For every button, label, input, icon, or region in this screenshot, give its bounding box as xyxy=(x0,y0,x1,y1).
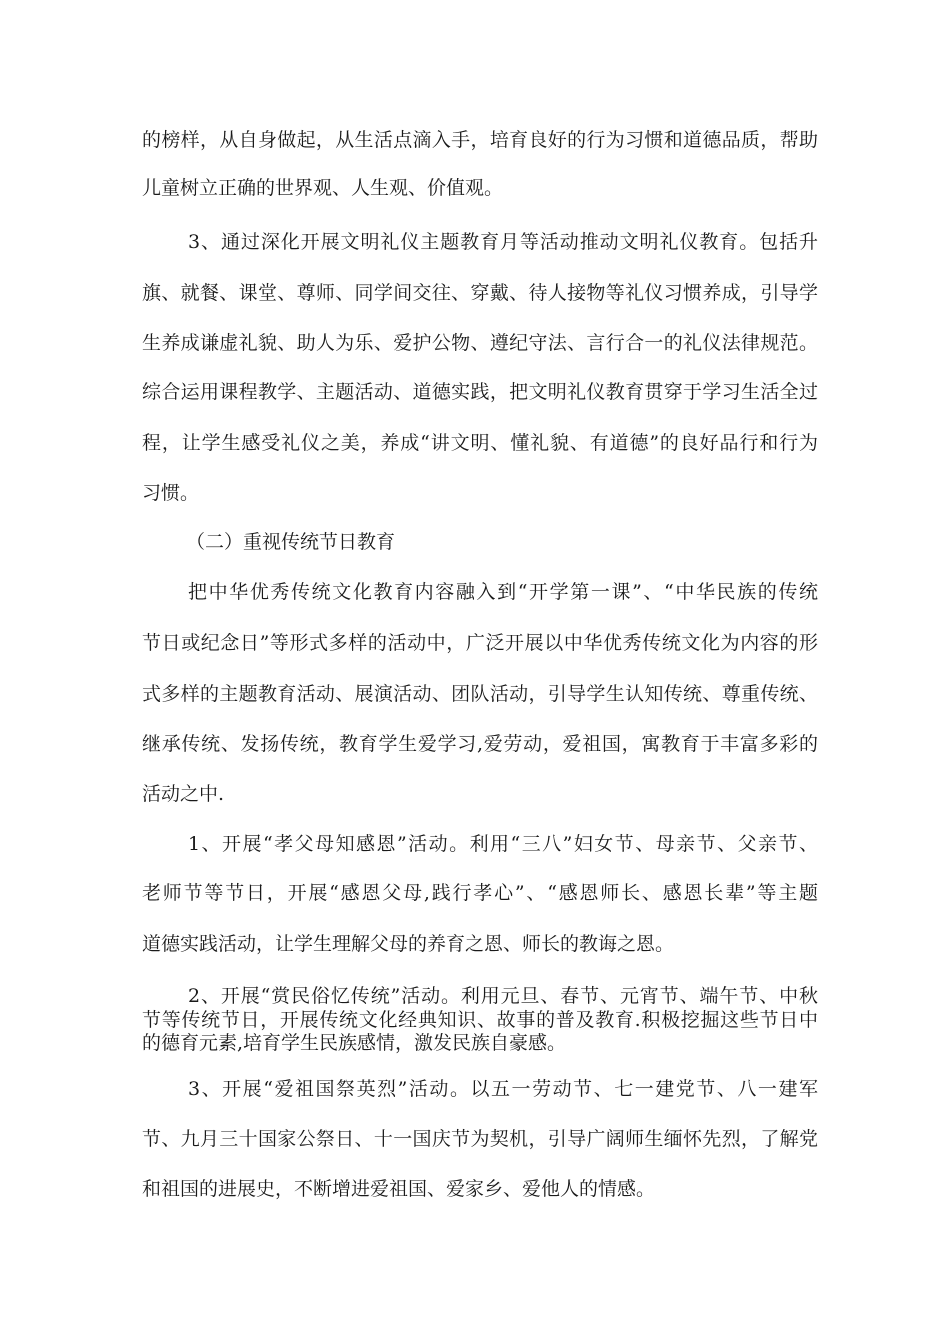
text-line: 综合运用课程教学、主题活动、道德实践，把文明礼仪教育贯穿于学习生活全过 xyxy=(142,381,818,403)
text-line: 道德实践活动，让学生理解父母的养育之恩、师长的教诲之恩。 xyxy=(142,933,675,955)
text-line: 把中华优秀传统文化教育内容融入到“开学第一课”、“中华民族的传统 xyxy=(188,581,818,603)
text-line: 的德育元素,培育学生民族感情，激发民族自豪感。 xyxy=(142,1032,567,1054)
text-line: 3、通过深化开展文明礼仪主题教育月等活动推动文明礼仪教育。包括升 xyxy=(188,231,818,253)
text-line: 3、开展“爱祖国祭英烈”活动。以五一劳动节、七一建党节、八一建军 xyxy=(188,1078,818,1100)
text-line: 的榜样，从自身做起，从生活点滴入手，培育良好的行为习惯和道德品质，帮助 xyxy=(142,129,818,151)
text-line: 活动之中. xyxy=(142,783,225,805)
text-line: 节等传统节日，开展传统文化经典知识、故事的普及教育.积极挖掘这些节日中 xyxy=(142,1009,818,1031)
section-heading: （二）重视传统节日教育 xyxy=(186,531,396,553)
text-line: 老师节等节日，开展“感恩父母,践行孝心”、“感恩师长、感恩长辈”等主题 xyxy=(142,882,818,904)
text-line: 1、开展“孝父母知感恩”活动。利用“三八”妇女节、母亲节、父亲节、 xyxy=(188,833,818,855)
text-line: 程，让学生感受礼仪之美，养成“讲文明、懂礼貌、有道德”的良好品行和行为 xyxy=(142,432,818,454)
text-line: 儿童树立正确的世界观、人生观、价值观。 xyxy=(142,177,504,199)
text-line: 节、九月三十国家公祭日、十一国庆节为契机，引导广阔师生缅怀先烈，了解党 xyxy=(142,1128,818,1150)
text-line: 继承传统、发扬传统，教育学生爱学习,爱劳动，爱祖国，寓教育于丰富多彩的 xyxy=(142,733,818,755)
text-line: 和祖国的进展史，不断增进爱祖国、爱家乡、爱他人的情感。 xyxy=(142,1178,656,1200)
text-line: 生养成谦虚礼貌、助人为乐、爱护公物、遵纪守法、言行合一的礼仪法律规范。 xyxy=(142,332,818,354)
text-line: 习惯。 xyxy=(142,482,200,504)
text-line: 2、开展“赏民俗忆传统”活动。利用元旦、春节、元宵节、端午节、中秋 xyxy=(188,985,818,1007)
text-line: 节日或纪念日”等形式多样的活动中，广泛开展以中华优秀传统文化为内容的形 xyxy=(142,632,818,654)
text-line: 旗、就餐、课堂、尊师、同学间交往、穿戴、待人接物等礼仪习惯养成，引导学 xyxy=(142,282,818,304)
text-line: 式多样的主题教育活动、展演活动、团队活动，引导学生认知传统、尊重传统、 xyxy=(142,683,818,705)
